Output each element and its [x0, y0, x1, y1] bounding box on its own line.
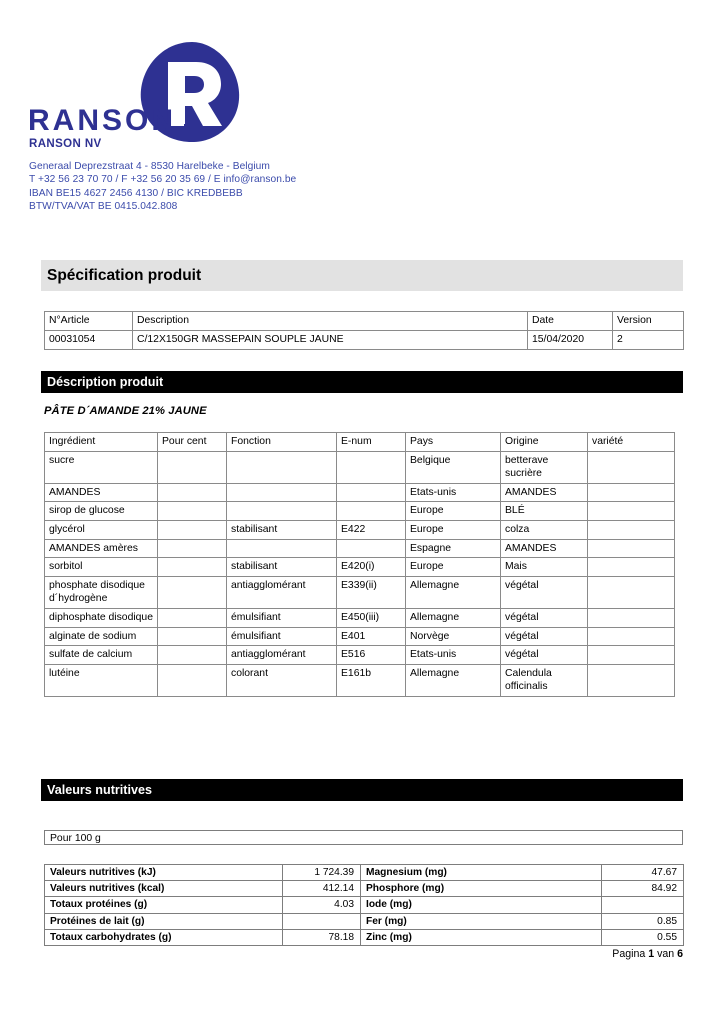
nutrition-value — [602, 897, 684, 913]
ingredient-percent — [158, 502, 227, 521]
ingredient-variety — [588, 646, 675, 665]
ingredient-table — [44, 432, 675, 697]
nutrition-section-bar — [41, 779, 683, 801]
nutrition-value: 4.03 — [283, 897, 361, 913]
article-col-date: Date — [528, 312, 613, 331]
nutrition-value: 1 724.39 — [283, 865, 361, 881]
ingredient-function — [227, 483, 337, 502]
ingredient-function: stabilisant — [227, 520, 337, 539]
table-row — [45, 330, 684, 349]
table-header-row — [45, 433, 675, 452]
ingredient-country: Allemagne — [406, 664, 501, 696]
ingredient-percent — [158, 664, 227, 696]
table-row — [45, 913, 361, 929]
table-row — [45, 502, 675, 521]
ingredient-col-country: Pays — [406, 433, 501, 452]
table-row — [45, 576, 675, 608]
ingredient-percent — [158, 483, 227, 502]
table-row — [45, 865, 361, 881]
ingredient-origin: végétal — [501, 608, 588, 627]
nutrition-label: Phosphore (mg) — [361, 881, 602, 897]
letterhead — [28, 40, 328, 213]
ingredient-function: stabilisant — [227, 558, 337, 577]
nutrition-left-body — [45, 865, 361, 946]
ingredient-function: antiagglomérant — [227, 646, 337, 665]
nutrition-value: 47.67 — [602, 865, 684, 881]
table-row — [45, 627, 675, 646]
ingredient-origin: BLÉ — [501, 502, 588, 521]
ingredient-variety — [588, 520, 675, 539]
ingredient-variety — [588, 483, 675, 502]
article-date: 15/04/2020 — [528, 330, 613, 349]
ingredient-col-name: Ingrédient — [45, 433, 158, 452]
ingredient-function — [227, 539, 337, 558]
ingredient-function — [227, 502, 337, 521]
company-wordmark: RANSON — [28, 104, 177, 137]
article-col-number: N°Article — [45, 312, 133, 331]
ingredient-percent — [158, 558, 227, 577]
table-row — [45, 881, 361, 897]
ingredient-variety — [588, 627, 675, 646]
per-100g-box: Pour 100 g — [44, 830, 683, 845]
page-footer — [612, 948, 683, 960]
description-section-title: Déscription produit — [47, 375, 164, 389]
ingredient-variety — [588, 451, 675, 483]
article-version: 2 — [613, 330, 684, 349]
ingredient-country: Europe — [406, 558, 501, 577]
ingredient-country: Allemagne — [406, 608, 501, 627]
ingredient-origin: colza — [501, 520, 588, 539]
ingredient-enum — [337, 451, 406, 483]
nutrition-value: 78.18 — [283, 929, 361, 945]
table-row — [361, 913, 684, 929]
nutrition-label: Valeurs nutritives (kJ) — [45, 865, 283, 881]
table-header-row — [45, 312, 684, 331]
ingredient-country: Espagne — [406, 539, 501, 558]
table-row — [45, 646, 675, 665]
footer-middle: van — [654, 948, 678, 960]
nutrition-value: 84.92 — [602, 881, 684, 897]
company-phone: T +32 56 23 70 70 / F +32 56 20 35 69 / E info@ranson.be — [29, 174, 297, 186]
table-row — [361, 865, 684, 881]
nutrition-right-body — [361, 865, 684, 946]
ingredient-name: sucre — [45, 451, 158, 483]
company-vat: BTW/TVA/VAT BE 0415.042.808 — [29, 201, 178, 213]
ingredient-origin: betterave sucrière — [501, 451, 588, 483]
article-number: 00031054 — [45, 330, 133, 349]
ingredient-origin: Mais — [501, 558, 588, 577]
nutrition-label: Protéines de lait (g) — [45, 913, 283, 929]
table-row — [45, 451, 675, 483]
article-description: C/12X150GR MASSEPAIN SOUPLE JAUNE — [133, 330, 528, 349]
footer-total-pages: 6 — [677, 948, 683, 960]
nutrition-label: Totaux carbohydrates (g) — [45, 929, 283, 945]
ingredient-origin: AMANDES — [501, 539, 588, 558]
ingredient-enum — [337, 502, 406, 521]
article-col-version: Version — [613, 312, 684, 331]
ingredient-function: colorant — [227, 664, 337, 696]
table-row — [45, 520, 675, 539]
ingredient-name: sorbitol — [45, 558, 158, 577]
ingredient-variety — [588, 576, 675, 608]
ingredient-origin: végétal — [501, 627, 588, 646]
ingredient-enum — [337, 539, 406, 558]
ingredient-country: Europe — [406, 520, 501, 539]
ingredient-enum: E401 — [337, 627, 406, 646]
ingredient-name: AMANDES — [45, 483, 158, 502]
company-address: Generaal Deprezstraat 4 - 8530 Harelbeke - Belgium — [29, 161, 270, 172]
ingredient-name: alginate de sodium — [45, 627, 158, 646]
table-row — [361, 881, 684, 897]
ingredient-country: Belgique — [406, 451, 501, 483]
nutrition-table-left — [44, 864, 361, 946]
company-bank: IBAN BE15 4627 2456 4130 / BIC KREDBEBB — [29, 187, 243, 199]
ingredient-variety — [588, 502, 675, 521]
nutrition-table-right — [360, 864, 684, 946]
ingredient-enum: E450(iii) — [337, 608, 406, 627]
ingredient-enum — [337, 483, 406, 502]
ingredient-col-percent: Pour cent — [158, 433, 227, 452]
ingredient-variety — [588, 558, 675, 577]
ingredient-origin: Calendula officinalis — [501, 664, 588, 696]
ingredient-country: Etats-unis — [406, 646, 501, 665]
page-title: Spécification produit — [47, 266, 202, 284]
ingredient-percent — [158, 646, 227, 665]
nutrition-value: 0.55 — [602, 929, 684, 945]
ingredient-origin: végétal — [501, 646, 588, 665]
product-subtitle: PÂTE D´AMANDE 21% JAUNE — [44, 405, 207, 417]
ingredient-name: phosphate disodique d´hydrogène — [45, 576, 158, 608]
ingredient-col-function: Fonction — [227, 433, 337, 452]
ingredient-country: Allemagne — [406, 576, 501, 608]
ingredient-col-enum: E-num — [337, 433, 406, 452]
table-row — [45, 539, 675, 558]
ingredient-name: sirop de glucose — [45, 502, 158, 521]
ingredient-percent — [158, 520, 227, 539]
ingredient-table-body — [45, 451, 675, 696]
ingredient-country: Europe — [406, 502, 501, 521]
ingredient-enum: E339(ii) — [337, 576, 406, 608]
ingredient-function: émulsifiant — [227, 627, 337, 646]
ingredient-percent — [158, 539, 227, 558]
ingredient-variety — [588, 664, 675, 696]
ingredient-function — [227, 451, 337, 483]
table-row — [45, 608, 675, 627]
ingredient-name: sulfate de calcium — [45, 646, 158, 665]
nutrition-label: Iode (mg) — [361, 897, 602, 913]
ingredient-origin: végétal — [501, 576, 588, 608]
ingredient-enum: E161b — [337, 664, 406, 696]
ingredient-name: AMANDES amères — [45, 539, 158, 558]
nutrition-label: Totaux protéines (g) — [45, 897, 283, 913]
footer-prefix: Pagina — [612, 948, 649, 960]
table-row — [45, 664, 675, 696]
ingredient-percent — [158, 627, 227, 646]
nutrition-section-title: Valeurs nutritives — [47, 783, 152, 797]
company-logo — [28, 40, 258, 148]
ingredient-col-origin: Origine — [501, 433, 588, 452]
table-row — [45, 897, 361, 913]
table-row — [45, 483, 675, 502]
ingredient-percent — [158, 608, 227, 627]
nutrition-label: Zinc (mg) — [361, 929, 602, 945]
nutrition-value — [283, 913, 361, 929]
table-row — [45, 558, 675, 577]
ingredient-enum: E420(i) — [337, 558, 406, 577]
ingredient-country: Etats-unis — [406, 483, 501, 502]
nutrition-label: Valeurs nutritives (kcal) — [45, 881, 283, 897]
company-legal-name: RANSON NV — [29, 138, 102, 150]
article-col-description: Description — [133, 312, 528, 331]
article-table — [44, 311, 684, 350]
table-row — [361, 897, 684, 913]
ingredient-enum: E422 — [337, 520, 406, 539]
ingredient-name: diphosphate disodique — [45, 608, 158, 627]
ingredient-col-variety: variété — [588, 433, 675, 452]
spec-title-bar — [41, 260, 683, 291]
table-row — [361, 929, 684, 945]
ingredient-name: glycérol — [45, 520, 158, 539]
ingredient-function: antiagglomérant — [227, 576, 337, 608]
company-contact-block — [29, 160, 296, 214]
nutrition-value: 0.85 — [602, 913, 684, 929]
nutrition-value: 412.14 — [283, 881, 361, 897]
footer-page-number: 1 — [648, 948, 655, 960]
ingredient-function: émulsifiant — [227, 608, 337, 627]
ingredient-origin: AMANDES — [501, 483, 588, 502]
ingredient-variety — [588, 608, 675, 627]
ingredient-name: lutéine — [45, 664, 158, 696]
nutrition-label: Fer (mg) — [361, 913, 602, 929]
table-row — [45, 929, 361, 945]
ingredient-percent — [158, 576, 227, 608]
ingredient-percent — [158, 451, 227, 483]
description-section-bar — [41, 371, 683, 393]
nutrition-label: Magnesium (mg) — [361, 865, 602, 881]
ingredient-variety — [588, 539, 675, 558]
ingredient-enum: E516 — [337, 646, 406, 665]
ingredient-country: Norvège — [406, 627, 501, 646]
